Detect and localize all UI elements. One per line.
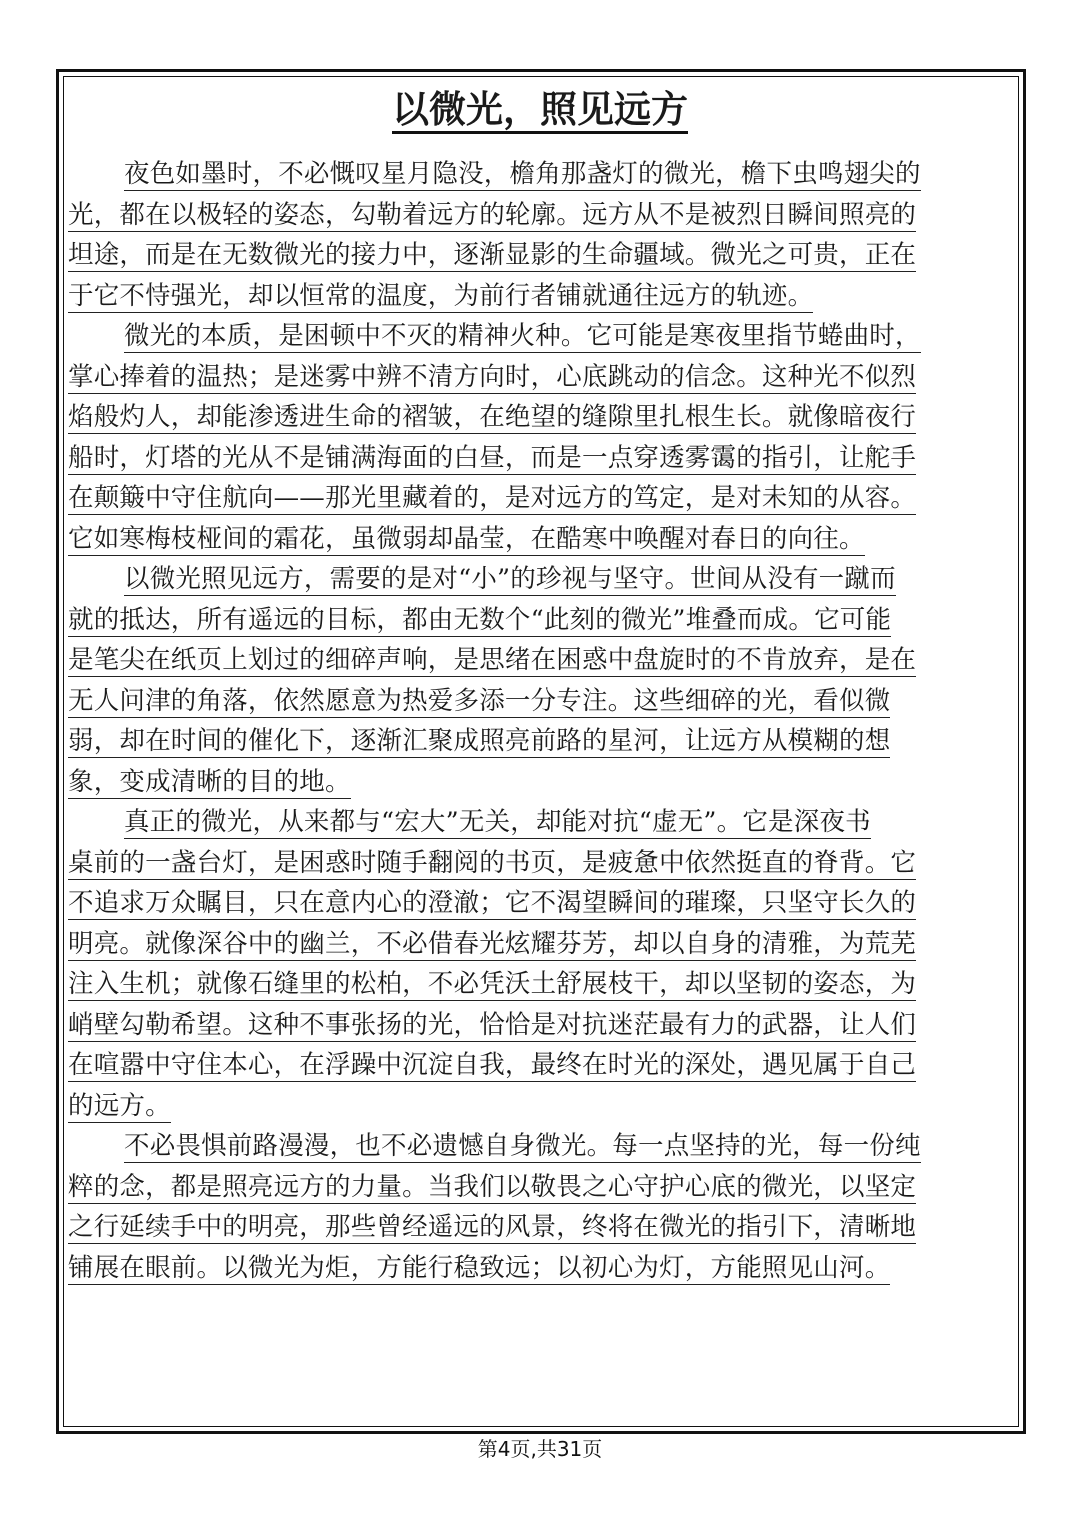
essay-line-text: 以微光照见远方，需要的是对“小”的珍视与坚守。世间从没有一蹴而 xyxy=(124,564,896,594)
essay-line-text: 无人问津的角落，依然愿意为热爱多添一分专注。这些细碎的光，看似微 xyxy=(68,685,891,716)
essay-title-text: 以微光，照见远方 xyxy=(392,88,688,134)
essay-line-text: 夜色如墨时，不必慨叹星月隐没，檐角那盏灯的微光，檐下虫鸣翅尖的 xyxy=(124,159,921,189)
essay-title xyxy=(0,84,1080,136)
essay-line-text: 真正的微光，从来都与“宏大”无关，却能对抗“虚无”。它是深夜书 xyxy=(124,807,871,837)
essay-line xyxy=(68,276,1013,317)
essay-line-text: 的远方。 xyxy=(68,1090,171,1121)
essay-line-text: 注入生机；就像石缝里的松柏，不必凭沃土舒展枝干，却以坚韧的姿态，为 xyxy=(68,969,917,999)
essay-line-text: 桌前的一盏台灯，是困惑时随手翻阅的书页，是疲惫中依然挺直的脊背。它 xyxy=(68,847,917,878)
essay-line-text: 铺展在眼前。以微光为炬，方能行稳致远；以初心为灯，方能照见山河。 xyxy=(68,1252,891,1283)
essay-line xyxy=(68,802,1013,843)
essay-line xyxy=(68,154,1013,195)
essay-line-text: 是笔尖在纸页上划过的细碎声响，是思绪在困惑中盘旋时的不肯放弃，是在 xyxy=(68,645,917,675)
essay-line xyxy=(68,1005,1013,1046)
essay-line xyxy=(68,195,1013,236)
essay-line xyxy=(68,316,1013,357)
essay-line xyxy=(68,1167,1013,1208)
essay-line-text: 它如寒梅枝桠间的霜花，虽微弱却晶莹，在酷寒中唤醒对春日的向往。 xyxy=(68,523,865,554)
essay-line xyxy=(68,681,1013,722)
essay-line xyxy=(68,843,1013,884)
essay-line xyxy=(68,438,1013,479)
essay-line-text: 就的抵达，所有遥远的目标，都由无数个“此刻的微光”堆叠而成。它可能 xyxy=(68,604,892,635)
essay-body xyxy=(68,154,1013,1288)
essay-line xyxy=(68,762,1013,803)
essay-line-text: 光，都在以极轻的姿态，勾勒着远方的轮廓。远方从不是被烈日瞬间照亮的 xyxy=(68,199,917,230)
essay-line xyxy=(68,519,1013,560)
essay-line xyxy=(68,1248,1013,1289)
essay-line xyxy=(68,1045,1013,1086)
essay-line-text: 船时，灯塔的光从不是铺满海面的白昼，而是一点穿透雾霭的指引，让舵手 xyxy=(68,442,917,473)
essay-line-text: 不追求万众瞩目，只在意内心的澄澈；它不渴望瞬间的璀璨，只坚守长久的 xyxy=(68,888,917,918)
essay-line-text: 微光的本质，是困顿中不灭的精神火种。它可能是寒夜里指节蜷曲时， xyxy=(124,321,921,351)
essay-line-text: 在喧嚣中守住本心，在浮躁中沉淀自我，最终在时光的深处，遇见属于自己 xyxy=(68,1050,917,1080)
essay-line-text: 在颠簸中守住航向——那光里藏着的，是对远方的笃定，是对未知的从容。 xyxy=(68,483,917,513)
essay-line-text: 焰般灼人，却能渗透进生命的褶皱，在绝望的缝隙里扎根生长。就像暗夜行 xyxy=(68,402,917,432)
essay-line xyxy=(68,721,1013,762)
essay-line-text: 象，变成清晰的目的地。 xyxy=(68,766,351,797)
essay-line xyxy=(68,1086,1013,1127)
essay-line-text: 明亮。就像深谷中的幽兰，不必借春光炫耀芬芳，却以自身的清雅，为荒芜 xyxy=(68,928,917,959)
essay-line xyxy=(68,883,1013,924)
essay-line-text: 掌心捧着的温热；是迷雾中辨不清方向时，心底跳动的信念。这种光不似烈 xyxy=(68,361,917,392)
page-number: 第4页,共31页 xyxy=(477,1437,603,1461)
essay-line xyxy=(68,397,1013,438)
essay-line-text: 之行延续手中的明亮，那些曾经遥远的风景，终将在微光的指引下，清晰地 xyxy=(68,1212,917,1242)
essay-line-text: 峭壁勾勒希望。这种不事张扬的光，恰恰是对抗迷茫最有力的武器，让人们 xyxy=(68,1009,917,1040)
essay-line xyxy=(68,559,1013,600)
essay-line xyxy=(68,1207,1013,1248)
essay-line-text: 于它不恃强光，却以恒常的温度，为前行者铺就通往远方的轨迹。 xyxy=(68,280,814,311)
essay-line xyxy=(68,357,1013,398)
essay-line-text: 粹的念，都是照亮远方的力量。当我们以敬畏之心守护心底的微光，以坚定 xyxy=(68,1171,917,1202)
essay-line xyxy=(68,964,1013,1005)
essay-line xyxy=(68,640,1013,681)
essay-line xyxy=(68,924,1013,965)
essay-line xyxy=(68,600,1013,641)
essay-line-text: 弱，却在时间的催化下，逐渐汇聚成照亮前路的星河，让远方从模糊的想 xyxy=(68,726,891,756)
essay-line xyxy=(68,235,1013,276)
essay-line xyxy=(68,1126,1013,1167)
essay-line-text: 不必畏惧前路漫漫，也不必遗憾自身微光。每一点坚持的光，每一份纯 xyxy=(124,1131,921,1161)
essay-line-text: 坦途，而是在无数微光的接力中，逐渐显影的生命疆域。微光之可贵，正在 xyxy=(68,240,917,270)
essay-line xyxy=(68,478,1013,519)
